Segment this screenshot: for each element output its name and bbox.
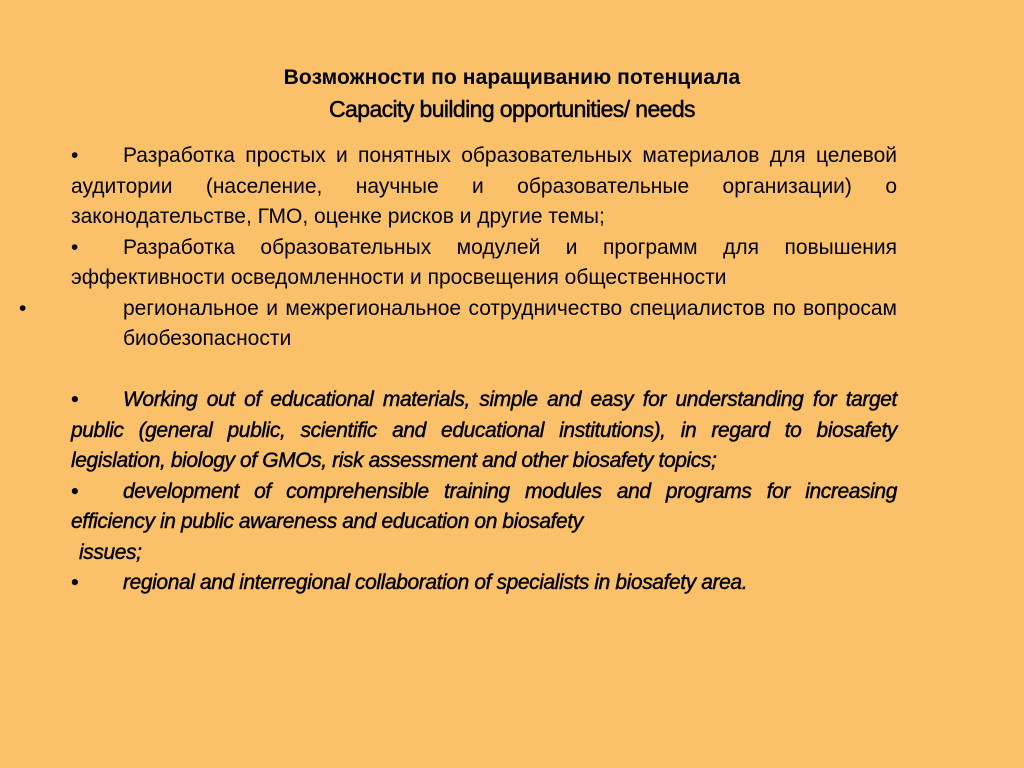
slide-title-english: Capacity building opportunities/ needs (329, 96, 695, 122)
slide-title-russian: Возможности по наращиванию потенциала (283, 66, 741, 89)
bullet-marker: • (71, 144, 79, 167)
slide-title-block (0, 63, 1024, 125)
list-item-ru-1 (71, 141, 897, 233)
list-item-text: Working out of educational materials, simple and easy for understanding for target public (general public, scientific and educational institutions), in regard to biosafety legislation, biology of GMOs, risk assessment and other biosafety topics; (71, 388, 897, 472)
bullet-marker: • (71, 479, 78, 503)
list-item-en-3 (71, 568, 897, 599)
list-item-ru-3 (19, 294, 897, 355)
list-item-text: Разработка простых и понятных образовательных материалов для целевой аудитории (население, научные и образовательные организации) о законодательстве, ГМО, оценке рисков и другие темы; (71, 144, 897, 228)
bullet-list (19, 141, 897, 599)
list-item-continuation: issues; (79, 540, 142, 564)
list-item-ru-2 (71, 233, 897, 294)
section-gap (71, 355, 897, 386)
bullet-marker: • (71, 571, 78, 594)
bullet-marker: • (71, 235, 79, 259)
list-item-text: development of comprehensible training modules and programs for increasing efficiency in public awareness and education on biosafety (71, 479, 897, 533)
bullet-marker: • (19, 296, 27, 320)
list-item-en-1 (71, 385, 897, 477)
list-item-text: Разработка образовательных модулей и программ для повышения эффективности осведомленности и просвещения общественности (71, 235, 897, 289)
list-item-text: regional and interregional collaboration of specialists in biosafety area. (123, 571, 748, 594)
bullet-marker: • (71, 388, 78, 411)
list-item-en-2 (71, 477, 897, 569)
list-item-text: региональное и межрегиональное сотрудничество специалистов по вопросам биобезопасности (123, 296, 897, 350)
